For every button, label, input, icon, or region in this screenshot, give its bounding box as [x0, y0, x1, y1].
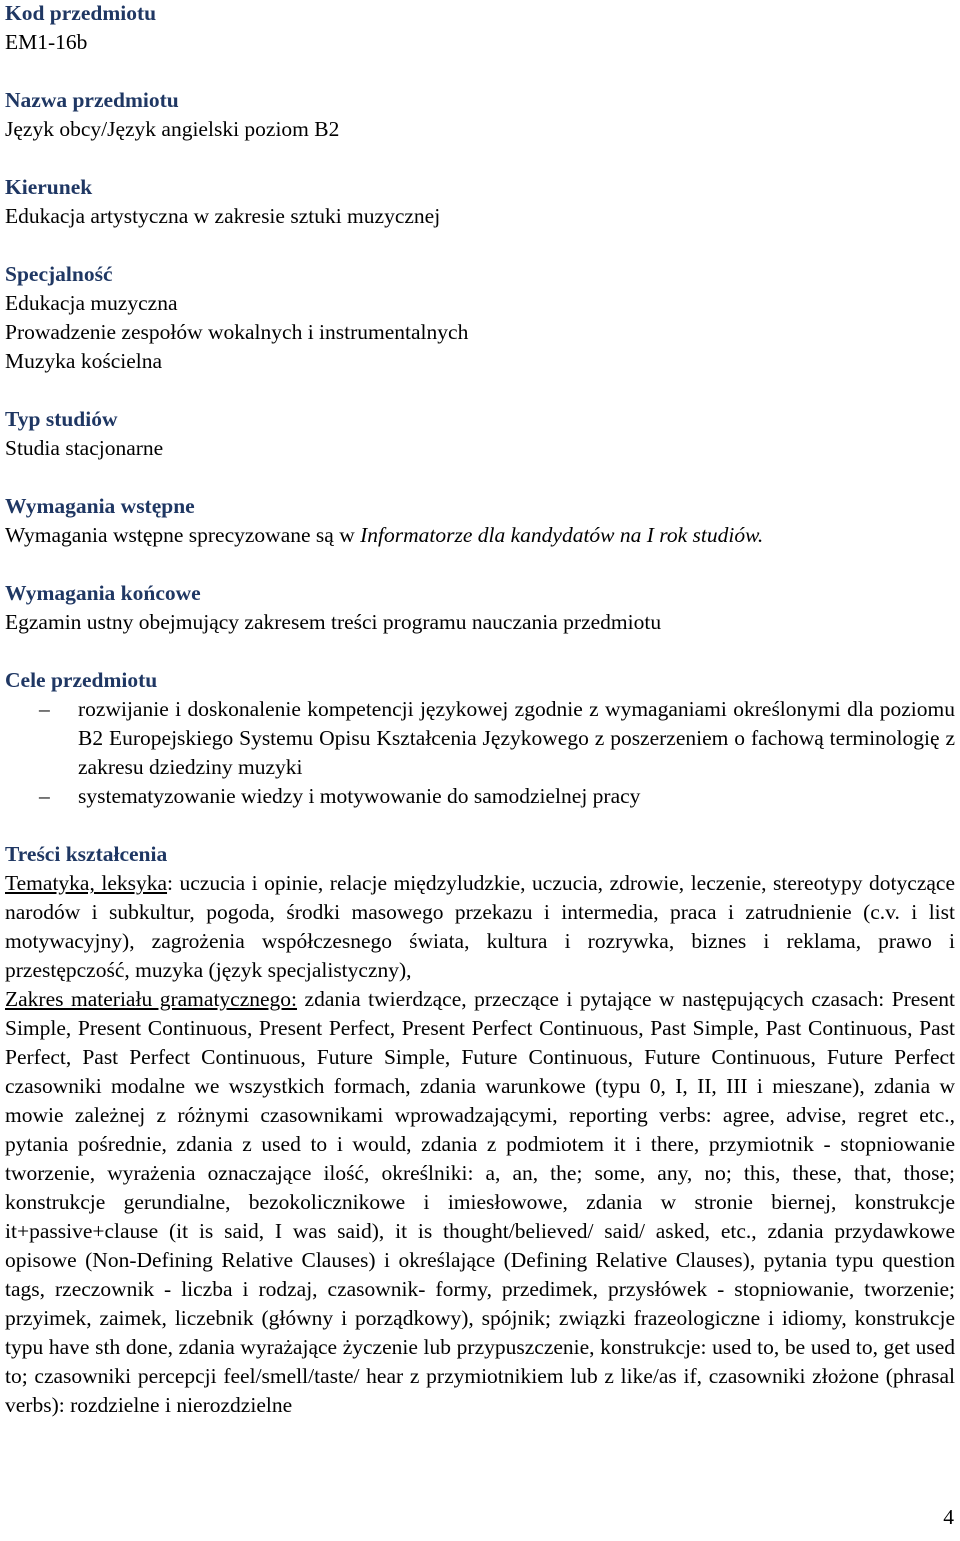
section-course-content [5, 840, 955, 1420]
prerequisites-label: Wymagania wstępne [5, 494, 195, 518]
topics-label: Tematyka, leksyka [5, 871, 168, 895]
section-specialty [5, 260, 955, 376]
prerequisites-text [5, 521, 955, 550]
grammar-paragraph [5, 985, 955, 1420]
goal-text: systematyzowanie wiedzy i motywowanie do samodzielnej pracy [78, 784, 641, 808]
dash-bullet-icon: – [39, 784, 50, 808]
dash-bullet-icon: – [39, 697, 50, 721]
topics-paragraph [5, 869, 955, 985]
study-type-value: Studia stacjonarne [5, 436, 164, 460]
page-number: 4 [943, 1505, 954, 1529]
section-prerequisites [5, 492, 955, 550]
final-requirements-value: Egzamin ustny obejmujący zakresem treści programu nauczania przedmiotu [5, 610, 662, 634]
section-field-of-study [5, 173, 955, 231]
grammar-label: Zakres materiału gramatycznego: [5, 987, 298, 1011]
field-of-study-value: Edukacja artystyczna w zakresie sztuki muzycznej [5, 204, 441, 228]
field-of-study-label: Kierunek [5, 175, 93, 199]
course-goals-label: Cele przedmiotu [5, 668, 158, 692]
specialty-value: Prowadzenie zespołów wokalnych i instrumentalnych [5, 320, 469, 344]
topics-separator: : [167, 871, 174, 895]
specialty-value: Muzyka kościelna [5, 349, 163, 373]
final-requirements-label: Wymagania końcowe [5, 581, 201, 605]
specialty-value: Edukacja muzyczna [5, 291, 178, 315]
course-name-label: Nazwa przedmiotu [5, 88, 179, 112]
course-code-label: Kod przedmiotu [5, 1, 157, 25]
grammar-text: zdania twierdzące, przeczące i pytające w następujących czasach: Present Simple, Present Continuous, Present Perfect, Present Perfect Continuous, Past Simple, Past Continuous, Past Perfect, Past Perfect Continuous, Future Simple, Future Continuous, Future Continuous, Future Perfect czasowniki modalne we wszystkich formach, zdania warunkowe (typu 0, I, II, III i mieszane), zdania w mowie zależnej z różnymi czasownikami wprowadzającymi, reporting verbs: agree, advise, regret etc., pytania pośrednie, zdania z used to i would, zdania z podmiotem it i there, przymiotnik - stopniowanie tworzenie, wyrażenia oznaczające ilość, określniki: a, an, the; some, any, no; this, these, that, those; konstrukcje gerundialne, bezokolicznikowe i imiesłowowe, zdania w stronie biernej, konstrukcje it+passive+clause (it is said, I was said), it is thought/believed/ said/ asked, etc., zdania przydawkowe opisowe (Non-Defining Relative Clauses) i określające (Defining Relative Clauses), pytania typu question tags, rzeczownik - liczba i rodzaj, czasownik- formy, przedimek, przysłówek - stopniowanie, tworzenie; przyimek, zaimek, liczebnik (główny i porządkowy), spójnik; związki frazeologiczne i idiomy, konstrukcje typu have sth done, zdania wyrażające życzenie lub przypuszczenie, konstrukcje: used to, be used to, get used to; czasowniki percepcji feel/smell/taste/ hear z przymiotnikiem lub z like/as if, czasowniki złożone (phrasal verbs): rozdzielne i nierozdzielne [5, 987, 955, 1417]
specialty-label: Specjalność [5, 262, 113, 286]
section-course-code [5, 0, 955, 57]
section-course-name [5, 86, 955, 144]
course-content-label: Treści kształcenia [5, 842, 168, 866]
list-item [5, 782, 955, 811]
course-goals-list [5, 695, 955, 811]
study-type-label: Typ studiów [5, 407, 118, 431]
section-final-requirements [5, 579, 955, 637]
topics-text: uczucia i opinie, relacje międzyludzkie, uczucia, zdrowie, leczenie, stereotypy dotyczące narodów i subkultur, pogoda, środki masowego przekazu i intermedia, praca i zatrudnienie (c.v. i list motywacyjny), zagrożenia współczesnego świata, kultura i rozrywka, biznes i reklama, prawo i przestępczość, muzyka (język specjalistyczny), [5, 871, 955, 982]
goal-text: rozwijanie i doskonalenie kompetencji językowej zgodnie z wymaganiami określonymi dla poziomu B2 Europejskiego Systemu Opisu Kształcenia Językowego z poszerzeniem o fachową terminologię z zakresu dziedziny muzyki [78, 697, 955, 779]
course-code-value: EM1-16b [5, 30, 88, 54]
document-page [5, 0, 955, 1449]
course-name-value: Język obcy/Język angielski poziom B2 [5, 117, 340, 141]
list-item [5, 695, 955, 782]
prerequisites-text-italic: Informatorze dla kandydatów na I rok studiów. [360, 523, 764, 547]
prerequisites-text-plain: Wymagania wstępne sprecyzowane są w [5, 523, 361, 547]
section-course-goals [5, 666, 955, 811]
section-study-type [5, 405, 955, 463]
